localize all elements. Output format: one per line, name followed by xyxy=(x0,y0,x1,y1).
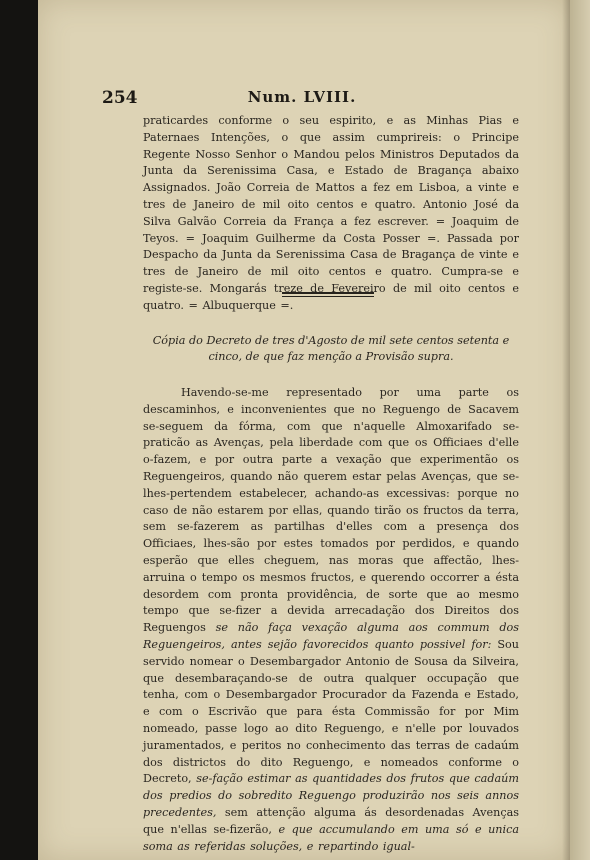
decree-text-3: sem attenção alguma ás desordenadas Avenças que n'ellas se-fizerão, xyxy=(143,805,520,836)
paragraph-continuation: praticardes conforme o seu espirito, e as Minhas Pias e Paternaes Intenções, o que assim cumprireis: o Principe Regente Nosso Senhor o Mandou pelos Ministros Deputados da Junta da Serenissima Casa, e Estado de Bragança abaixo Assignados. João Correia de Mattos a fez em Lisboa, a vinte e tres de Janeiro de mil oito centos e quatro. Antonio José da Silva Galvão Correia da França a fez escrever. = Joaquim de Teyos. = Joaquim Guilherme da Costa Posser =. Passada por Despacho da Junta da Serenissima Casa de Bragança de vinte e tres de Janeiro de mil oito centos e quatro. Cumpra-se e registe-se. Mongarás treze de Fevereiro de mil oito centos e quatro. = Albuquerque =. xyxy=(143,114,519,312)
decree-italic-2: se-fação estimar as quantidades dos frutos que cadaúm dos predios do sobredito Reguengo produzirão nos seis annos precedentes, xyxy=(143,772,519,819)
page-header xyxy=(102,88,502,108)
decree-italic-3: e que accumulando em uma só e unica soma as referidas soluções, e repartindo igual- xyxy=(143,822,520,853)
decree-italic-1: se não faça vexação alguma aos commum dos Reguengeiros, antes sejão favorecidos quanto possivel for: xyxy=(143,621,519,651)
page-title: Num. LVIII. xyxy=(247,88,357,106)
decree-paragraph xyxy=(143,385,519,855)
decree-text-2: Sou servido nomear o Desembargador Antonio de Sousa da Silveira, que desembaraçando-se de outra qualquer occupação que tenha, com o Desembargador Procurador da Fazenda e Estado, e com o Escrivão que para ésta Commissão for por Mim nomeado, passe logo ao dito Reguengo, e n'elle por louvados juramentados, e peritos no conhecimento das terras de cadaúm dos districtos do dito Reguengo, e nomeados conforme o Decreto, xyxy=(143,637,519,786)
decree-heading: Cópia do Decreto de tres d'Agosto de mil sete centos setenta e cinco, de que faz menção a Provisão supra. xyxy=(152,334,510,363)
decree-text-1: Havendo-se-me representado por uma parte os descaminhos, e inconvenientes que no Reguengo de Sacavem se-seguem da fórma, com que n'aquelle Almoxarifado se-praticão as Avenças, pela liberdade com que os Officiaes d'elle o-fazem, e por outra parte a vexação que experimentão os Reguengeiros, quando não querem estar pelas Avenças, que se-lhes-pertendem estabelecer, achando-as excessivas: porque no caso de não estarem por ellas, quando tirão os fructos da terra, sem se-fazerem as partilhas d'elles com a presença dos Officiaes, lhes-são por estes tomados por perdidos, e quando esperão que elles cheguem, nas moras que affectão, lhes-arruina o tempo os mesmos fructos, e querendo occorrer a ésta desordem com pronta providência, de sorte que ao mesmo tempo que se-fizer a devida arrecadação dos Direitos dos Reguengos xyxy=(143,386,519,635)
section-divider xyxy=(282,292,374,297)
adjacent-page-edge xyxy=(570,0,590,860)
page-number: 254 xyxy=(102,88,138,108)
